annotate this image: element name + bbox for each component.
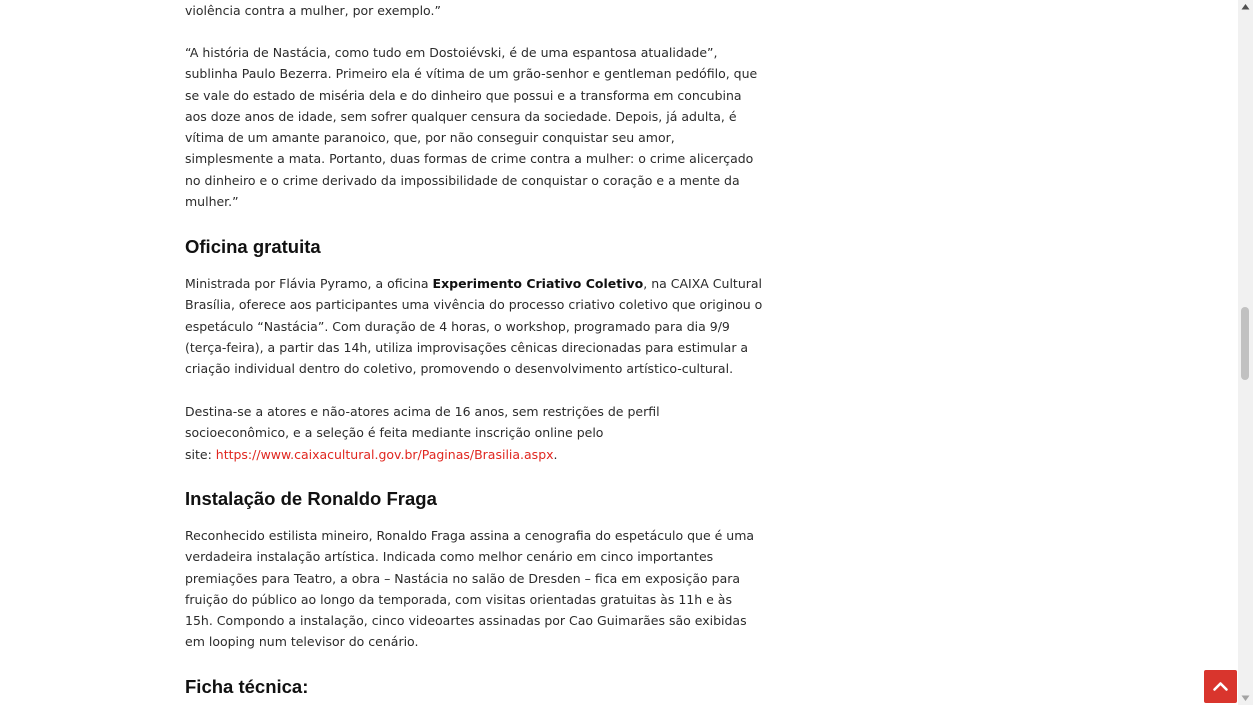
text-line: mulher.” bbox=[185, 194, 239, 210]
triangle-down-icon bbox=[1238, 690, 1253, 705]
back-to-top-button[interactable] bbox=[1204, 670, 1237, 703]
text-line: (terça-feira), a partir das 14h, utiliza improvisações cênicas direcionadas para estimular a bbox=[185, 339, 749, 355]
vertical-scrollbar[interactable] bbox=[1238, 0, 1253, 705]
text-line: simplesmente a mata. Portanto, duas formas de crime contra a mulher: o crime alicerçado bbox=[185, 151, 754, 167]
text-line: sublinha Paulo Bezerra. Primeiro ela é vítima de um grão-senhor e gentleman pedófilo, que bbox=[185, 66, 758, 82]
heading-oficina-gratuita: Oficina gratuita bbox=[185, 236, 321, 257]
text-line bbox=[185, 444, 660, 465]
workshop-name: Experimento Criativo Coletivo bbox=[432, 276, 644, 291]
paragraph-instalacao bbox=[185, 525, 754, 653]
text-line: espetáculo “Nastácia”. Com duração de 4 horas, o workshop, programado para dia 9/9 bbox=[185, 318, 730, 334]
caixa-cultural-link[interactable]: https://www.caixacultural.gov.br/Paginas/Brasilia.aspx bbox=[215, 446, 554, 462]
site-label: site: bbox=[185, 446, 216, 462]
text-line: fruição do público ao longo da temporada, com visitas orientadas gratuitas às 11h e às bbox=[185, 591, 732, 607]
text-line: aos doze anos de idade, sem sofrer qualquer censura da sociedade. Depois, já adulta, é bbox=[185, 108, 737, 124]
scroll-up-button[interactable] bbox=[1238, 0, 1253, 15]
text-fragment: , na CAIXA Cultural bbox=[643, 276, 763, 291]
paragraph-selection bbox=[185, 401, 660, 465]
paragraph-oficina bbox=[185, 273, 762, 379]
heading-instalacao: Instalação de Ronaldo Fraga bbox=[185, 488, 437, 509]
text-line: violência contra a mulher, por exemplo.” bbox=[185, 3, 441, 18]
text-line bbox=[185, 273, 762, 294]
text-line: se vale do estado de miséria dela e do dinheiro que possui e a transforma em concubina bbox=[185, 87, 742, 103]
text-line: Brasília, oferece aos participantes uma vivência do processo criativo coletivo que originou o bbox=[185, 297, 763, 313]
text-line: no dinheiro e o crime derivado da impossibilidade de conquistar o coração e a mente da bbox=[185, 172, 740, 188]
triangle-up-icon bbox=[1238, 0, 1253, 15]
text-fragment: . bbox=[553, 446, 558, 462]
text-line: vítima de um amante paranoico, que, por não conseguir conquistar seu amor, bbox=[185, 130, 675, 146]
text-line: verdadeira instalação artística. Indicada como melhor cenário em cinco importantes bbox=[185, 549, 714, 565]
chevron-up-icon bbox=[1204, 670, 1237, 703]
text-line: em looping num televisor do cenário. bbox=[185, 634, 419, 650]
text-fragment: Ministrada por Flávia Pyramo, a oficina bbox=[185, 276, 433, 291]
text-line: criação individual dentro do coletivo, promovendo o desenvolvimento artístico-cultural. bbox=[185, 361, 734, 377]
text-line: Reconhecido estilista mineiro, Ronaldo Fraga assina a cenografia do espetáculo que é uma bbox=[185, 528, 755, 543]
paragraph-nastacia-history bbox=[185, 42, 757, 212]
text-line: 15h. Compondo a instalação, cinco videoartes assinadas por Cao Guimarães são exibidas bbox=[185, 613, 747, 629]
paragraph-quote-end bbox=[185, 0, 441, 21]
text-line: socioeconômico, e a seleção é feita mediante inscrição online pelo bbox=[185, 425, 604, 441]
text-line: premiações para Teatro, a obra – Nastácia no salão de Dresden – fica em exposição para bbox=[185, 570, 741, 586]
text-line: “A história de Nastácia, como tudo em Dostoiévski, é de uma espantosa atualidade”, bbox=[185, 45, 718, 60]
scrollbar-thumb[interactable] bbox=[1241, 307, 1249, 380]
scroll-down-button[interactable] bbox=[1238, 690, 1253, 705]
text-line: Destina-se a atores e não-atores acima de 16 anos, sem restrições de perfil bbox=[185, 404, 660, 419]
heading-ficha-tecnica: Ficha técnica: bbox=[185, 676, 309, 697]
